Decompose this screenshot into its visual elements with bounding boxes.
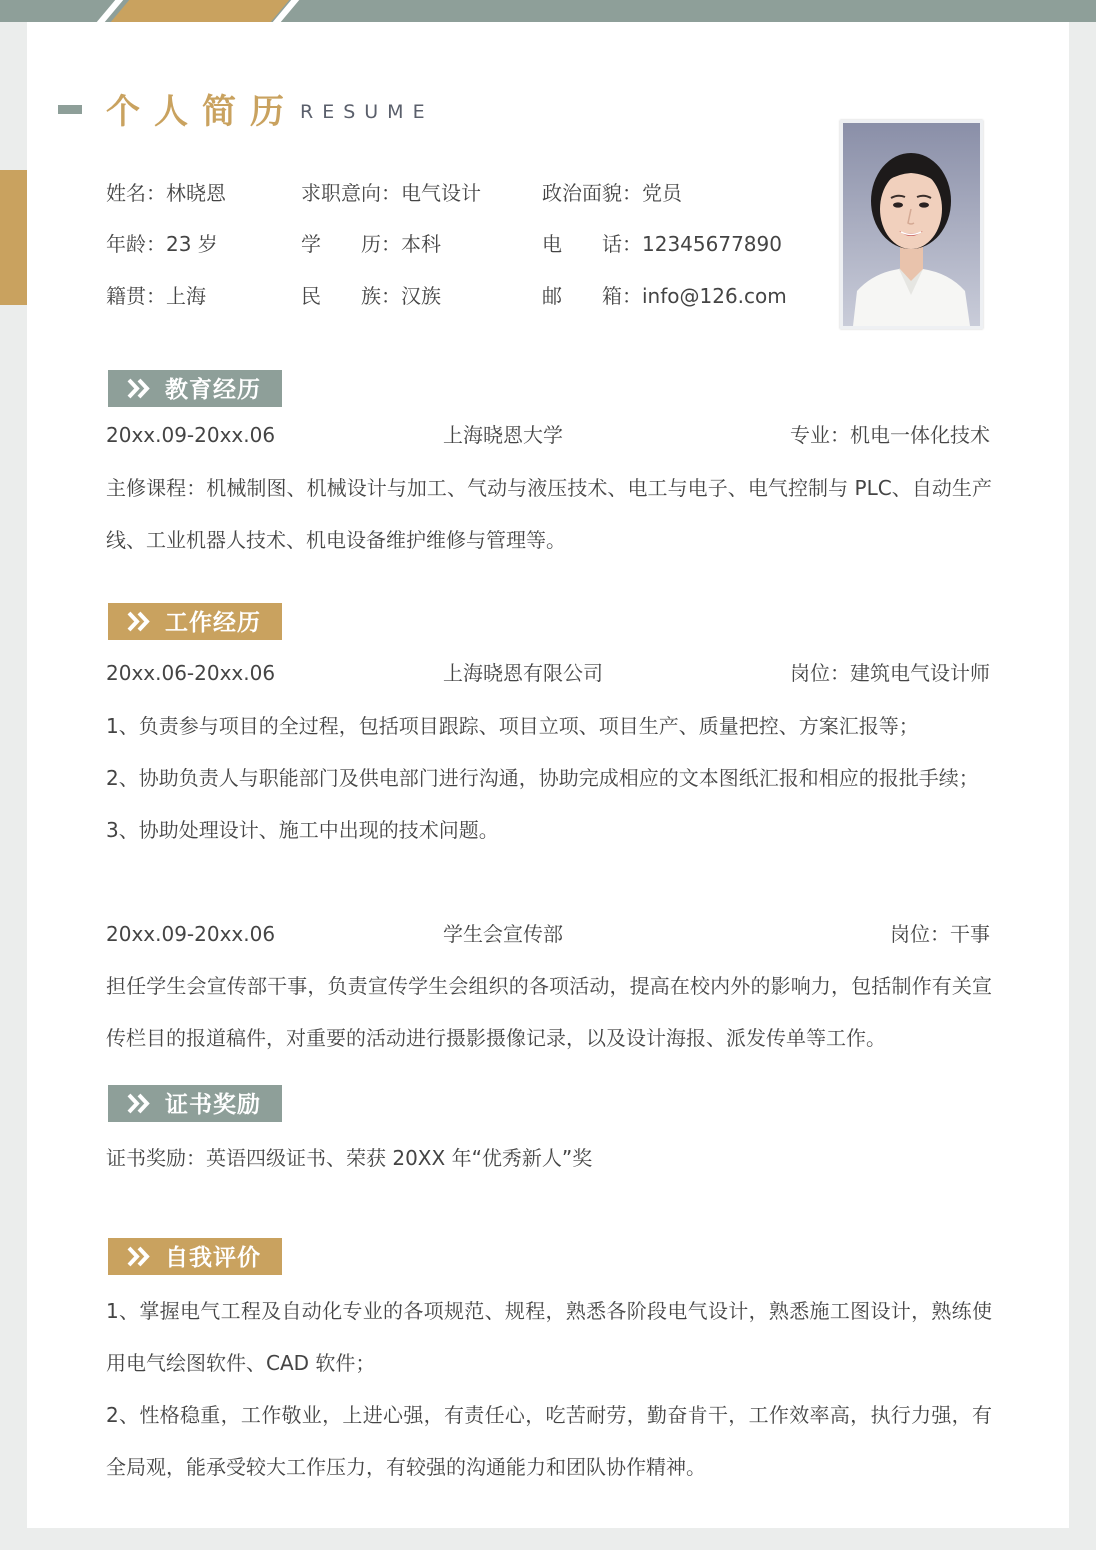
work-duty: 3、协助处理设计、施工中出现的技术问题。 <box>106 818 499 842</box>
section-header-work <box>108 603 282 640</box>
work-row-2 <box>106 919 990 949</box>
section-title: 自我评价 <box>165 1245 261 1271</box>
info-origin <box>106 282 206 310</box>
double-chevron-icon <box>126 1085 156 1122</box>
info-phone <box>542 230 782 258</box>
ethnic-label-b: 族： <box>361 284 401 308</box>
work-description: 担任学生会宣传部干事，负责宣传学生会组织的各项活动，提高在校内外的影响力，包括制作有关宣传栏目的报道稿件，对重要的活动进行摄影摄像记录，以及设计海报、派发传单等工作。 <box>106 974 992 1050</box>
edu-label-b: 历： <box>361 232 401 256</box>
edu-value: 本科 <box>401 232 441 256</box>
left-accent-bar <box>0 170 27 305</box>
age-label: 年龄： <box>106 232 166 256</box>
awards-text: 证书奖励：英语四级证书、荣获 20XX 年“优秀新人”奖 <box>106 1146 593 1170</box>
politics-value: 党员 <box>642 181 682 205</box>
name-value: 林晓恩 <box>166 181 226 205</box>
self-eval-item: 1、掌握电气工程及自动化专业的各项规范、规程，熟悉各阶段电气设计，熟悉施工图设计，熟练使用电气绘图软件、CAD 软件； <box>106 1299 992 1375</box>
info-intent <box>301 179 481 207</box>
info-email <box>542 282 787 310</box>
intent-value: 电气设计 <box>401 181 481 205</box>
info-politics <box>542 179 682 207</box>
ethnic-value: 汉族 <box>401 284 441 308</box>
info-name <box>106 179 226 207</box>
title-dash <box>58 105 82 114</box>
education-school: 上海晓恩大学 <box>443 423 563 447</box>
name-label: 姓名： <box>106 181 166 205</box>
portrait-illustration <box>843 123 980 326</box>
section-title: 教育经历 <box>165 377 261 403</box>
self-eval-item: 2、性格稳重，工作敬业，上进心强，有责任心，吃苦耐劳，勤奋肯干，工作效率高，执行力强，有全局观，能承受较大工作压力，有较强的沟通能力和团队协作精神。 <box>106 1403 992 1479</box>
intent-label: 求职意向： <box>301 181 401 205</box>
education-major: 专业：机电一体化技术 <box>790 423 990 447</box>
page-title-en: RESUME <box>300 101 434 123</box>
info-age <box>106 230 218 258</box>
politics-label: 政治面貌： <box>542 181 642 205</box>
age-value: 23 岁 <box>166 232 218 256</box>
origin-label: 籍贯： <box>106 284 166 308</box>
origin-value: 上海 <box>166 284 206 308</box>
double-chevron-icon <box>126 1238 156 1275</box>
double-chevron-icon <box>126 370 156 407</box>
education-courses: 主修课程：机械制图、机械设计与加工、气动与液压技术、电工与电子、电气控制与 PLC、自动生产线、工业机器人技术、机电设备维护维修与管理等。 <box>106 476 992 552</box>
portrait-photo <box>840 120 983 329</box>
section-header-education <box>108 370 282 407</box>
top-band-gold-stripe <box>111 0 289 22</box>
info-ethnic <box>301 282 441 310</box>
work-duty: 1、负责参与项目的全过程，包括项目跟踪、项目立项、项目生产、质量把控、方案汇报等； <box>106 714 919 738</box>
work-position: 岗位：干事 <box>890 922 990 946</box>
phone-label-a: 电 <box>542 232 562 256</box>
work-duty: 2、协助负责人与职能部门及供电部门进行沟通，协助完成相应的文本图纸汇报和相应的报批手续； <box>106 766 979 790</box>
work-row-1 <box>106 658 990 688</box>
work-company: 上海晓恩有限公司 <box>443 661 603 685</box>
email-label-a: 邮 <box>542 284 562 308</box>
info-education <box>301 230 441 258</box>
section-title: 证书奖励 <box>165 1092 261 1118</box>
work-company: 学生会宣传部 <box>443 922 563 946</box>
education-date: 20xx.09-20xx.06 <box>106 423 276 447</box>
email-value: info@126.com <box>642 284 787 308</box>
work-position: 岗位：建筑电气设计师 <box>790 661 990 685</box>
work-date: 20xx.09-20xx.06 <box>106 922 276 946</box>
double-chevron-icon <box>126 603 156 640</box>
email-label-b: 箱： <box>602 284 642 308</box>
section-header-awards <box>108 1085 282 1122</box>
section-header-self-eval <box>108 1238 282 1275</box>
work-date: 20xx.06-20xx.06 <box>106 661 276 685</box>
phone-value: 12345677890 <box>642 232 782 256</box>
page-title: 个人简历 <box>106 92 298 132</box>
ethnic-label-a: 民 <box>301 284 321 308</box>
education-row <box>106 420 990 450</box>
phone-label-b: 话： <box>602 232 642 256</box>
section-title: 工作经历 <box>165 610 261 636</box>
edu-label-a: 学 <box>301 232 321 256</box>
